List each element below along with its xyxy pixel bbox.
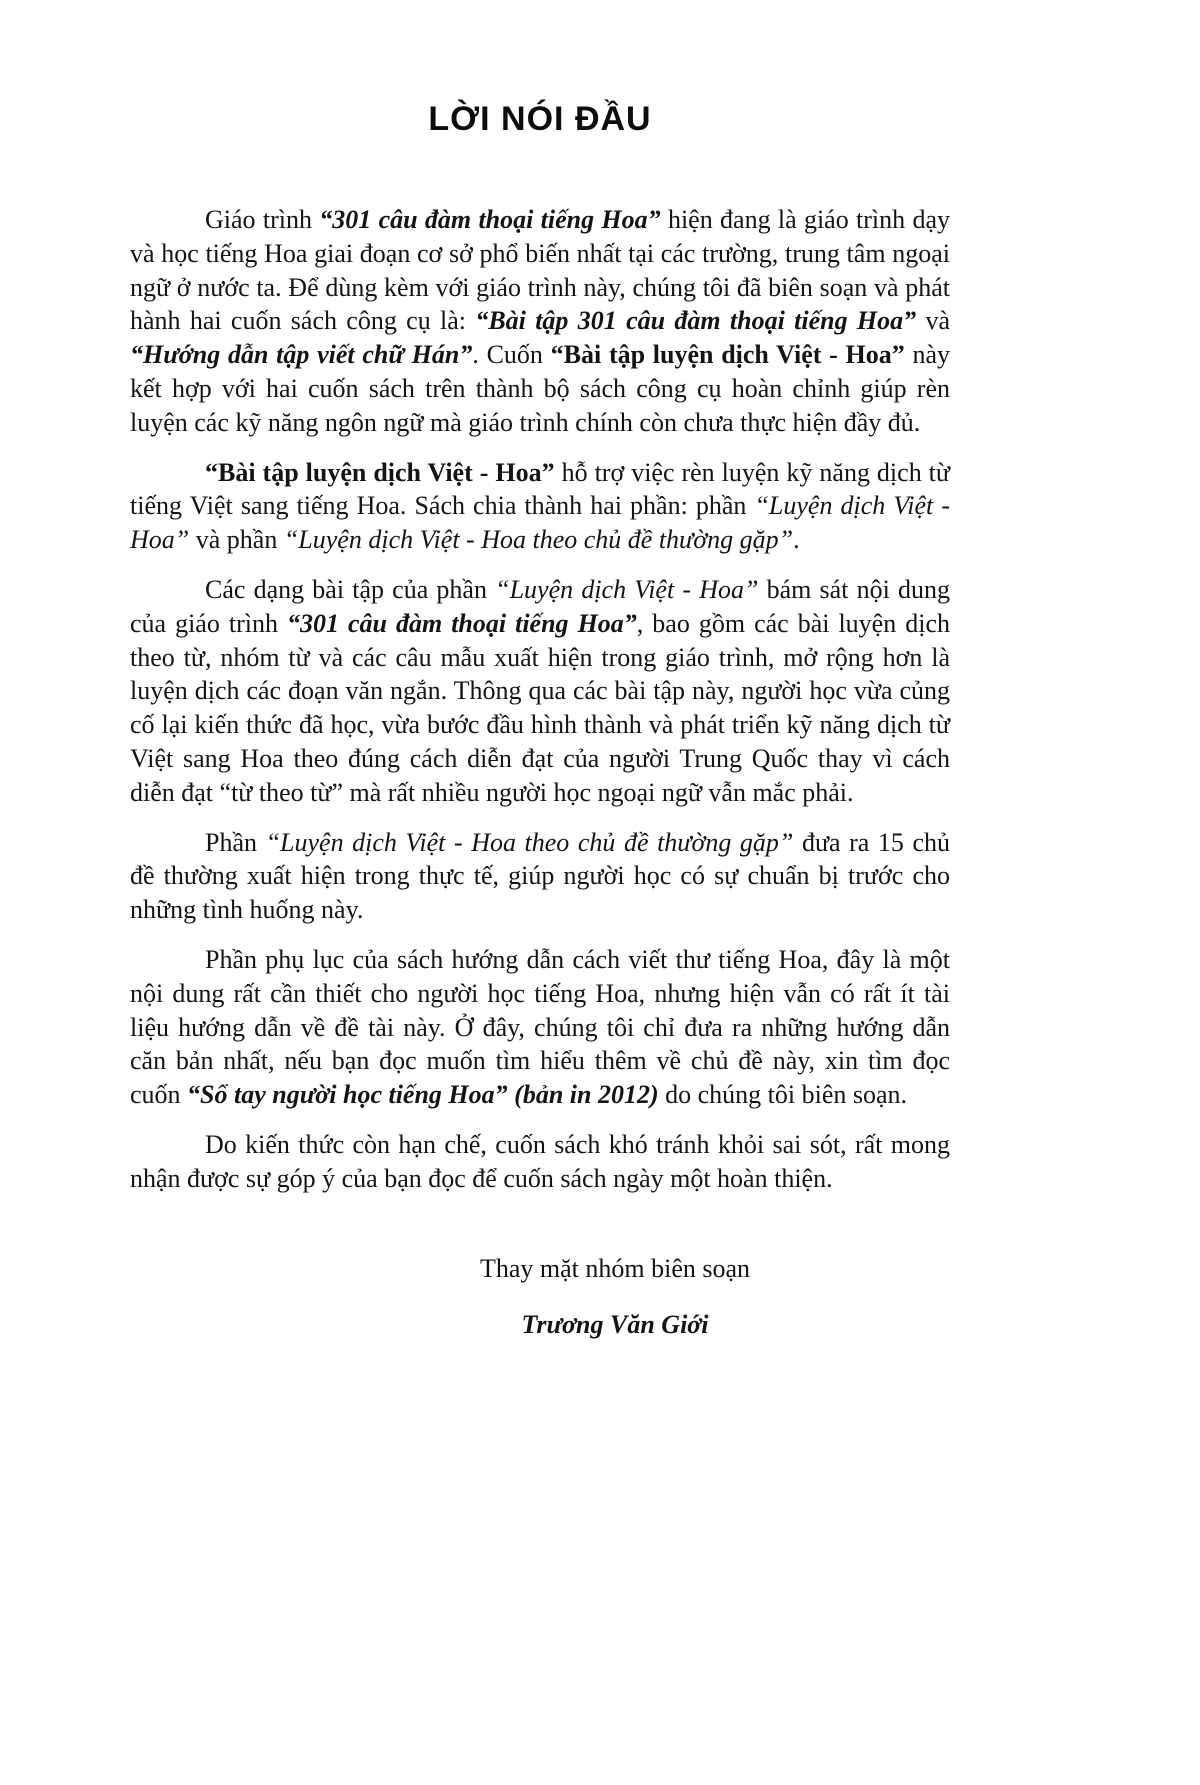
paragraph [130, 456, 950, 557]
text-run: do chúng tôi biên soạn. [658, 1080, 908, 1110]
text-run: đưa ra 15 chủ đề thường xuất hiện trong thực tế, giúp người học có sự chuẩn bị trước cho những tình huống này. [130, 827, 950, 925]
text-run: “Luyện dịch Việt - Hoa theo chủ đề thường gặp” [283, 525, 794, 555]
text-run: hiện đang là giáo trình dạy và học tiếng Hoa giai đoạn cơ sở phổ biến nhất tại các trường, trung tâm ngoại ngữ ở nước ta. Để dùng kèm với giáo trình này, chúng tôi đã biên soạn và phát hành hai cuốn sách công cụ là: [130, 205, 950, 336]
text-run: “Hướng dẫn tập viết chữ Hán” [130, 340, 473, 370]
paragraph [130, 826, 950, 927]
text-run: này kết hợp với hai cuốn sách trên thành bộ sách công cụ hoàn chỉnh giúp rèn luyện các kỹ năng ngôn ngữ mà giáo trình chính còn chưa thực hiện đầy đủ. [130, 340, 951, 437]
paragraph [130, 203, 950, 440]
text-run: Do kiến thức còn hạn chế, cuốn sách khó tránh khỏi sai sót, rất mong nhận được sự góp ý của bạn đọc để cuốn sách ngày một hoàn thiện. [130, 1129, 950, 1193]
text-run: “301 câu đàm thoại tiếng Hoa” [319, 205, 661, 234]
text-run: “Luyện dịch Việt - Hoa” [495, 574, 759, 604]
text-run: , bao gồm các bài luyện dịch theo từ, nhóm từ và các câu mẫu xuất hiện trong giáo trình, mở rộng hơn là luyện dịch các đoạn văn ngắn. Thông qua các bài tập này, người học vừa củng cố lại kiến thức đã học, vừa bước đầu hình thành và phát triển kỹ năng dịch từ Việt sang Hoa theo đúng cách diễn đạt của người Trung Quốc thay vì cách diễn đạt “từ theo từ” mà rất nhiều người học ngoại ngữ vẫn mắc phải. [130, 608, 950, 807]
text-run: và phần [189, 525, 284, 555]
closing-byline: Thay mặt nhóm biên soạn [479, 1253, 751, 1283]
text-run: “Sổ tay người học tiếng Hoa” (bản in 2012) [187, 1080, 659, 1110]
paragraph [130, 573, 950, 810]
closing-author: Trương Văn Giới [521, 1309, 709, 1339]
page-title: LỜI NÓI ĐẦU [428, 100, 652, 138]
text-run: hỗ trợ việc rèn luyện kỹ năng dịch từ tiếng Việt sang tiếng Hoa. Sách chia thành hai phần: phần [130, 457, 950, 521]
text-run: “301 câu đàm thoại tiếng Hoa” [286, 608, 637, 638]
text-run: . [793, 525, 800, 555]
text-run: Phần [205, 827, 266, 857]
text-run: “Bài tập luyện dịch Việt - Hoa” [550, 340, 905, 370]
text-run: Các dạng bài tập của phần [205, 574, 496, 604]
text-run: “Luyện dịch Việt - Hoa theo chủ đề thường gặp” [265, 827, 794, 857]
closing-block [280, 1254, 950, 1340]
paragraph [130, 1128, 950, 1196]
text-run: Phần phụ lục của sách hướng dẫn cách viết thư tiếng Hoa, đây là một nội dung rất cần thiết cho người học tiếng Hoa, nhưng hiện vẫn có rất ít tài liệu hướng dẫn về đề tài này. Ở đây, chúng tôi chỉ đưa ra những hướng dẫn căn bản nhất, nếu bạn đọc muốn tìm hiểu thêm về chủ đề này, xin tìm đọc cuốn [130, 944, 950, 1110]
text-run: “Bài tập 301 câu đàm thoại tiếng Hoa” [475, 306, 917, 336]
document-body [130, 203, 950, 1196]
text-run: bám sát nội dung của giáo trình [130, 574, 950, 638]
paragraph [130, 943, 950, 1112]
text-run: “Luyện dịch Việt - Hoa” [130, 491, 950, 555]
text-run: “Bài tập luyện dịch Việt - Hoa” [205, 457, 555, 487]
text-run: . Cuốn [472, 340, 551, 370]
text-run: Giáo trình [205, 205, 320, 234]
text-run: và [916, 306, 950, 336]
